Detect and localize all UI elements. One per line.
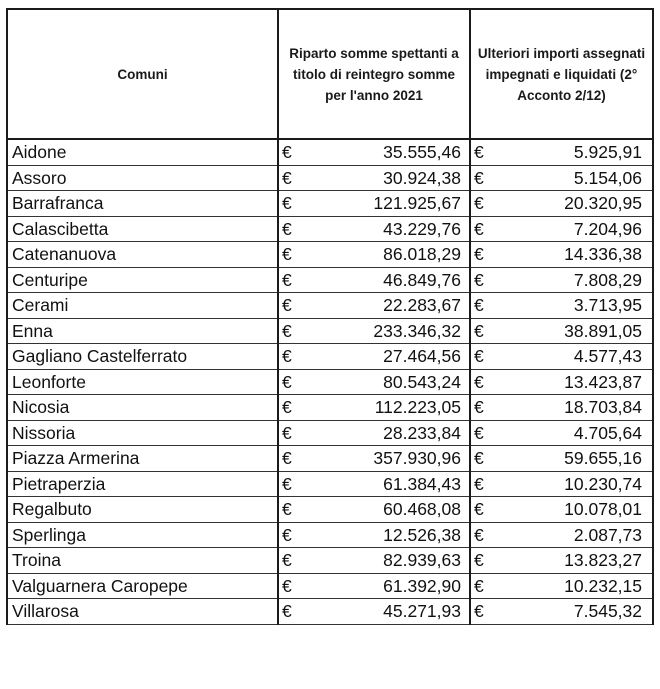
table-row xyxy=(7,267,653,293)
currency-symbol-cell: € xyxy=(278,573,298,599)
table-row xyxy=(7,191,653,217)
currency-symbol-cell: € xyxy=(470,369,490,395)
riparto-amount-cell: 357.930,96 xyxy=(298,446,470,472)
ulteriori-amount-cell: 5.154,06 xyxy=(490,165,653,191)
riparto-amount-cell: 28.233,84 xyxy=(298,420,470,446)
table-body xyxy=(7,139,653,624)
riparto-amount-cell: 112.223,05 xyxy=(298,395,470,421)
header-ulteriori-importi: Ulteriori importi assegnati impegnati e liquidati (2° Acconto 2/12) xyxy=(470,9,653,139)
table-row xyxy=(7,420,653,446)
table-row xyxy=(7,165,653,191)
ulteriori-amount-cell: 10.230,74 xyxy=(490,471,653,497)
ulteriori-amount-cell: 13.823,27 xyxy=(490,548,653,574)
currency-symbol-cell: € xyxy=(278,318,298,344)
ulteriori-amount-cell: 7.808,29 xyxy=(490,267,653,293)
table-row xyxy=(7,497,653,523)
ulteriori-amount-cell: 4.705,64 xyxy=(490,420,653,446)
ulteriori-amount-cell: 10.232,15 xyxy=(490,573,653,599)
currency-symbol-cell: € xyxy=(278,522,298,548)
table-row xyxy=(7,548,653,574)
ulteriori-amount-cell: 59.655,16 xyxy=(490,446,653,472)
currency-symbol-cell: € xyxy=(278,165,298,191)
currency-symbol-cell: € xyxy=(470,497,490,523)
riparto-amount-cell: 35.555,46 xyxy=(298,139,470,165)
comune-name-cell: Catenanuova xyxy=(7,242,278,268)
comuni-allocation-table xyxy=(6,8,654,625)
currency-symbol-cell: € xyxy=(470,216,490,242)
currency-symbol-cell: € xyxy=(470,522,490,548)
currency-symbol-cell: € xyxy=(470,318,490,344)
currency-symbol-cell: € xyxy=(470,191,490,217)
comune-name-cell: Aidone xyxy=(7,139,278,165)
comune-name-cell: Nicosia xyxy=(7,395,278,421)
table-row xyxy=(7,242,653,268)
comune-name-cell: Barrafranca xyxy=(7,191,278,217)
comune-name-cell: Regalbuto xyxy=(7,497,278,523)
header-riparto-somme: Riparto somme spettanti a titolo di reintegro somme per l'anno 2021 xyxy=(278,9,470,139)
currency-symbol-cell: € xyxy=(278,216,298,242)
table-row xyxy=(7,216,653,242)
ulteriori-amount-cell: 38.891,05 xyxy=(490,318,653,344)
currency-symbol-cell: € xyxy=(278,497,298,523)
ulteriori-amount-cell: 4.577,43 xyxy=(490,344,653,370)
riparto-amount-cell: 43.229,76 xyxy=(298,216,470,242)
header-comuni: Comuni xyxy=(7,9,278,139)
ulteriori-amount-cell: 3.713,95 xyxy=(490,293,653,319)
currency-symbol-cell: € xyxy=(278,420,298,446)
comune-name-cell: Leonforte xyxy=(7,369,278,395)
currency-symbol-cell: € xyxy=(278,395,298,421)
currency-symbol-cell: € xyxy=(278,191,298,217)
currency-symbol-cell: € xyxy=(278,242,298,268)
riparto-amount-cell: 46.849,76 xyxy=(298,267,470,293)
ulteriori-amount-cell: 20.320,95 xyxy=(490,191,653,217)
ulteriori-amount-cell: 5.925,91 xyxy=(490,139,653,165)
comune-name-cell: Troina xyxy=(7,548,278,574)
currency-symbol-cell: € xyxy=(470,242,490,268)
riparto-amount-cell: 45.271,93 xyxy=(298,599,470,625)
comune-name-cell: Calascibetta xyxy=(7,216,278,242)
riparto-amount-cell: 80.543,24 xyxy=(298,369,470,395)
comune-name-cell: Valguarnera Caropepe xyxy=(7,573,278,599)
riparto-amount-cell: 233.346,32 xyxy=(298,318,470,344)
document-sheet xyxy=(6,8,652,625)
table-row xyxy=(7,369,653,395)
currency-symbol-cell: € xyxy=(278,446,298,472)
currency-symbol-cell: € xyxy=(278,344,298,370)
table-row xyxy=(7,293,653,319)
comune-name-cell: Enna xyxy=(7,318,278,344)
currency-symbol-cell: € xyxy=(470,165,490,191)
table-row xyxy=(7,318,653,344)
ulteriori-amount-cell: 7.545,32 xyxy=(490,599,653,625)
currency-symbol-cell: € xyxy=(278,293,298,319)
currency-symbol-cell: € xyxy=(278,548,298,574)
ulteriori-amount-cell: 14.336,38 xyxy=(490,242,653,268)
table-row xyxy=(7,139,653,165)
table-row xyxy=(7,344,653,370)
currency-symbol-cell: € xyxy=(278,267,298,293)
currency-symbol-cell: € xyxy=(278,599,298,625)
currency-symbol-cell: € xyxy=(278,369,298,395)
comune-name-cell: Assoro xyxy=(7,165,278,191)
table-row xyxy=(7,471,653,497)
currency-symbol-cell: € xyxy=(470,420,490,446)
riparto-amount-cell: 22.283,67 xyxy=(298,293,470,319)
currency-symbol-cell: € xyxy=(470,293,490,319)
currency-symbol-cell: € xyxy=(278,471,298,497)
riparto-amount-cell: 12.526,38 xyxy=(298,522,470,548)
currency-symbol-cell: € xyxy=(470,395,490,421)
comune-name-cell: Cerami xyxy=(7,293,278,319)
ulteriori-amount-cell: 10.078,01 xyxy=(490,497,653,523)
table-row xyxy=(7,599,653,625)
header-row xyxy=(7,9,653,139)
currency-symbol-cell: € xyxy=(470,267,490,293)
riparto-amount-cell: 121.925,67 xyxy=(298,191,470,217)
currency-symbol-cell: € xyxy=(470,599,490,625)
riparto-amount-cell: 82.939,63 xyxy=(298,548,470,574)
comune-name-cell: Pietraperzia xyxy=(7,471,278,497)
ulteriori-amount-cell: 2.087,73 xyxy=(490,522,653,548)
table-row xyxy=(7,522,653,548)
table-row xyxy=(7,446,653,472)
riparto-amount-cell: 61.384,43 xyxy=(298,471,470,497)
comune-name-cell: Piazza Armerina xyxy=(7,446,278,472)
comune-name-cell: Villarosa xyxy=(7,599,278,625)
ulteriori-amount-cell: 18.703,84 xyxy=(490,395,653,421)
currency-symbol-cell: € xyxy=(470,344,490,370)
currency-symbol-cell: € xyxy=(278,139,298,165)
comune-name-cell: Sperlinga xyxy=(7,522,278,548)
riparto-amount-cell: 60.468,08 xyxy=(298,497,470,523)
riparto-amount-cell: 27.464,56 xyxy=(298,344,470,370)
currency-symbol-cell: € xyxy=(470,573,490,599)
currency-symbol-cell: € xyxy=(470,139,490,165)
currency-symbol-cell: € xyxy=(470,446,490,472)
comune-name-cell: Nissoria xyxy=(7,420,278,446)
ulteriori-amount-cell: 7.204,96 xyxy=(490,216,653,242)
table-header xyxy=(7,9,653,139)
riparto-amount-cell: 86.018,29 xyxy=(298,242,470,268)
riparto-amount-cell: 61.392,90 xyxy=(298,573,470,599)
comune-name-cell: Centuripe xyxy=(7,267,278,293)
table-row xyxy=(7,573,653,599)
ulteriori-amount-cell: 13.423,87 xyxy=(490,369,653,395)
currency-symbol-cell: € xyxy=(470,471,490,497)
table-row xyxy=(7,395,653,421)
currency-symbol-cell: € xyxy=(470,548,490,574)
riparto-amount-cell: 30.924,38 xyxy=(298,165,470,191)
comune-name-cell: Gagliano Castelferrato xyxy=(7,344,278,370)
